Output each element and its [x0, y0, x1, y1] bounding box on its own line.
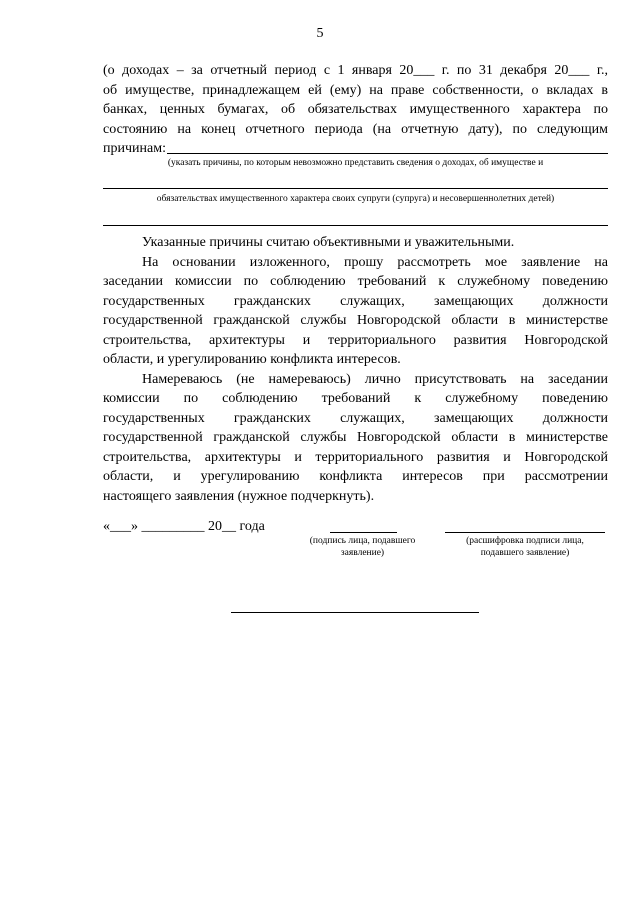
reasons-label: причинам: — [103, 141, 166, 156]
reasons-fill-line-2 — [103, 188, 608, 189]
paragraph-intent-line-5: строительства, архитектуры и территориального развития и Новгородской — [103, 450, 608, 465]
paragraph-intent-line-3: государственных гражданских служащих, замещающих должности — [103, 411, 608, 426]
signature-line — [330, 532, 397, 533]
paragraph-request-line-6: области, и урегулированию конфликта интересов. — [103, 352, 401, 367]
intro-line-2: об имуществе, принадлежащем ей (ему) на праве собственности, о вкладах в — [103, 83, 608, 98]
paragraph-reasons-valid: Указанные причины считаю объективными и уважительными. — [142, 235, 515, 250]
intro-line-4: состоянию на конец отчетного периода (на отчетную дату), по следующим — [103, 122, 608, 137]
signature-caption-2: заявление) — [340, 548, 385, 558]
end-divider — [231, 612, 479, 613]
decoding-caption-2: подавшего заявление) — [480, 548, 570, 558]
signature-caption-1: (подпись лица, подавшего — [309, 536, 416, 546]
paragraph-intent-line-4: государственной гражданской службы Новгородской области в министерстве — [103, 430, 608, 445]
paragraph-intent-line-2: комиссии по соблюдению требований к служебному поведению — [103, 391, 608, 406]
date-field: «___» _________ 20__ года — [103, 519, 265, 534]
reasons-fill-line-3 — [103, 225, 608, 226]
page-number: 5 — [316, 26, 324, 41]
reasons-hint-1: (указать причины, по которым невозможно представить сведения о доходах, об имуществе и — [167, 158, 544, 168]
intro-line-3: банках, ценных бумагах, об обязательствах имущественного характера по — [103, 102, 608, 117]
paragraph-intent-line-7: настоящего заявления (нужное подчеркнуть). — [103, 489, 375, 504]
signature-decoding-line — [445, 532, 605, 533]
decoding-caption-1: (расшифровка подписи лица, — [466, 536, 584, 546]
paragraph-request-line-1: На основании изложенного, прошу рассмотреть мое заявление на — [142, 255, 608, 270]
paragraph-request-line-2: заседании комиссии по соблюдению требований к служебному поведению — [103, 274, 608, 289]
reasons-hint-2: обязательствах имущественного характера своих супруги (супруга) и несовершеннолетних детей) — [156, 194, 555, 204]
paragraph-intent-line-1: Намереваюсь (не намереваюсь) лично присутствовать на заседании — [142, 372, 608, 387]
reasons-fill-line-1 — [167, 153, 608, 154]
intro-line-1: (о доходах – за отчетный период с 1 января 20___ г. по 31 декабря 20___ г., — [103, 63, 608, 78]
paragraph-request-line-5: строительства, архитектуры и территориального развития Новгородской — [103, 333, 608, 348]
paragraph-request-line-3: государственных гражданских служащих, замещающих должности — [103, 294, 608, 309]
paragraph-intent-line-6: области, и урегулированию конфликта интересов при рассмотрении — [103, 469, 608, 484]
paragraph-request-line-4: государственной гражданской службы Новгородской области в министерстве — [103, 313, 608, 328]
